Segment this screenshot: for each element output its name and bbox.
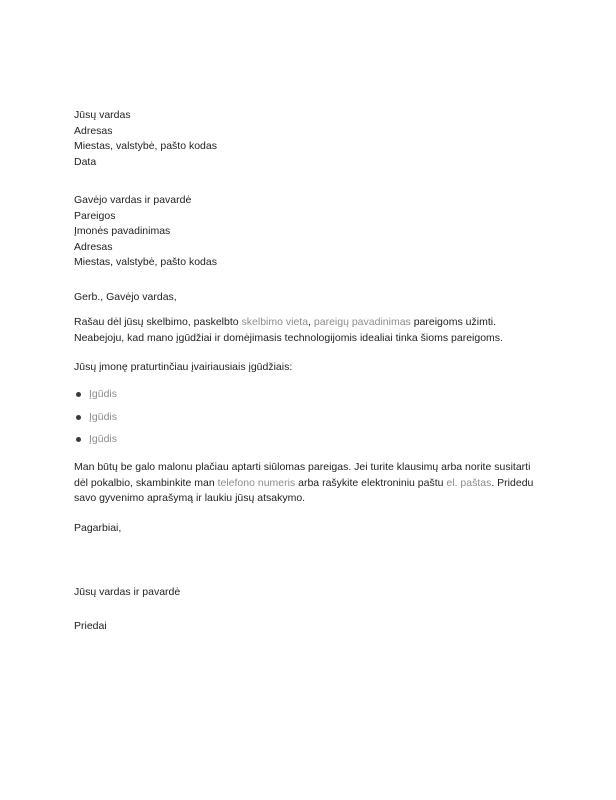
skill-item bbox=[74, 410, 117, 433]
email-placeholder: el. paštas bbox=[446, 476, 492, 489]
closing bbox=[74, 521, 544, 537]
recipient-name: Gavėjo vardas ir pavardė bbox=[74, 194, 192, 206]
paragraph-contact-part3: . Pridedu savo gyvenimo aprašymą ir laukiu jūsų atsakymo. bbox=[74, 476, 534, 504]
paragraph-intro bbox=[74, 315, 544, 346]
greeting-text: Gerb., Gavėjo vardas, bbox=[74, 291, 177, 303]
paragraph-intro-text bbox=[74, 315, 544, 346]
recipient-title: Pareigos bbox=[74, 209, 116, 222]
paragraph-intro-part2: pareigoms užimti. Neabejoju, kad mano įgūdžiai ir domėjimasis technologijomis idealiai tinka šioms pareigoms. bbox=[74, 316, 503, 344]
paragraph-contact-text bbox=[74, 460, 544, 507]
paragraph-intro-part1: Rašau dėl jūsų skelbimo, paskelbto bbox=[74, 316, 242, 328]
enclosures-label: Priedai bbox=[74, 620, 107, 632]
sender-name: Jūsų vardas bbox=[74, 109, 131, 121]
sender-block bbox=[74, 108, 544, 170]
phone-placeholder: telefono numeris bbox=[217, 476, 296, 489]
paragraph-intro-comma: , bbox=[308, 316, 314, 328]
skill-placeholder: Įgūdis bbox=[89, 388, 118, 400]
sender-address: Adresas bbox=[74, 124, 113, 137]
ad-location-placeholder: skelbimo vieta bbox=[241, 316, 309, 328]
signature-name: Jūsų vardas ir pavardė bbox=[74, 586, 181, 598]
skill-placeholder: Įgūdis bbox=[89, 410, 118, 423]
paragraph-contact-part2: arba rašykite elektroniniu paštu bbox=[295, 476, 447, 489]
skills-intro-text: Jūsų įmonę praturtinčiau įvairiausiais įgūdžiais: bbox=[74, 361, 293, 373]
sender-date: Data bbox=[74, 155, 97, 168]
skill-item bbox=[74, 432, 117, 455]
recipient-city: Miestas, valstybė, pašto kodas bbox=[74, 256, 217, 268]
skills-intro bbox=[74, 360, 544, 376]
recipient-address: Adresas bbox=[74, 240, 113, 253]
skills-list bbox=[74, 387, 117, 455]
job-title-placeholder: pareigų pavadinimas bbox=[313, 316, 411, 328]
skill-placeholder: Įgūdis bbox=[89, 433, 118, 445]
enclosures bbox=[74, 619, 544, 635]
recipient-block bbox=[74, 193, 544, 271]
signature bbox=[74, 585, 544, 601]
closing-text: Pagarbiai, bbox=[74, 522, 122, 534]
paragraph-contact-part1: Man būtų be galo malonu plačiau aptarti siūlomas pareigas. Jei turite klausimų arba norite susitarti dėl pokalbio, skambinkite man bbox=[74, 461, 531, 489]
sender-city: Miestas, valstybė, pašto kodas bbox=[74, 140, 217, 152]
recipient-company: Įmonės pavadinimas bbox=[74, 225, 171, 237]
greeting bbox=[74, 290, 544, 306]
paragraph-contact bbox=[74, 460, 544, 507]
skill-item bbox=[74, 387, 117, 410]
